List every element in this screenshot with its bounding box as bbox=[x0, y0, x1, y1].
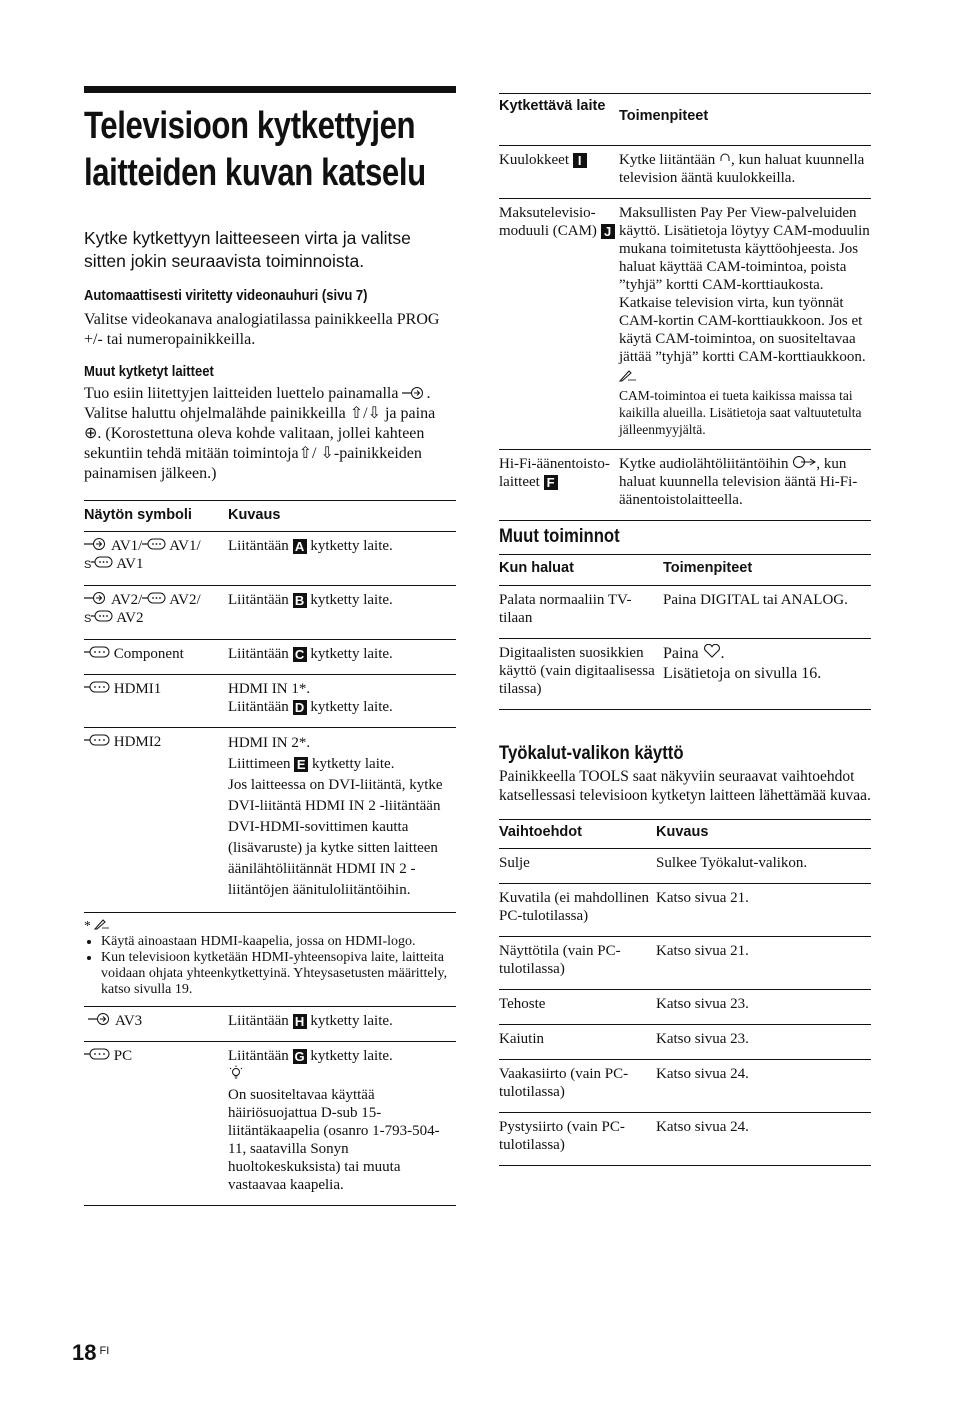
other-devices-text: Tuo esiin liitettyjen laitteiden luettelo painamalla . Valitse haluttu ohjelmalähde painikkeilla ⇧/⇩ ja paina ⊕. (Korostettuna oleva kohde valitaan, jollei kahteen sekuntiin tehdä mitään toimintoja⇧/ ⇩-painikkeiden painamisen jälkeen.) bbox=[84, 385, 436, 482]
col-header-actions: Toimenpiteet bbox=[619, 108, 709, 124]
table-row: AV2/ AV2/ S AV2 Liitäntään B kytketty laite. bbox=[84, 586, 456, 640]
pc-input-icon bbox=[84, 1048, 110, 1064]
input-icon bbox=[402, 387, 426, 399]
intro-text: Kytke kytkettyyn laitteeseen virta ja valitse sitten jokin seuraavista toiminnoista. bbox=[84, 228, 411, 271]
rgb-input-icon bbox=[142, 538, 166, 554]
table-row: PC Liitäntään G kytketty laite. On suositeltavaa käyttää häiriösuojattua D-sub 15-liitäntäkaapelia (osanro 1-793-504-11, saatavilla Sonyn huoltokeskuksista) tai muuta vastaavaa kaapelia. bbox=[84, 1042, 456, 1206]
table-row: Vaakasiirto (vain PC-tulotilassa) Katso sivua 24. bbox=[499, 1060, 871, 1113]
note-pen-icon bbox=[619, 369, 871, 387]
connector-label-e: E bbox=[294, 757, 308, 772]
other-functions-table bbox=[499, 554, 871, 710]
page-title: Televisioon kytkettyjen laitteiden kuvan katselu bbox=[84, 105, 426, 194]
s-video-icon: S bbox=[84, 556, 113, 572]
left-column bbox=[84, 86, 456, 1206]
page-number: 18 $^{FI}$ bbox=[72, 1340, 110, 1365]
table-row: Kuvatila (ei mahdollinen PC-tulotilassa) Katso sivua 21. bbox=[499, 884, 871, 937]
table-row: Digitaalisten suosikkien käyttö (vain digitaalisessa tilassa) Paina . Lisätietoja on sivulla 16. bbox=[499, 645, 822, 697]
hdmi-input-icon bbox=[84, 734, 110, 750]
vcr-heading: Automaattisesti viritetty videonauhuri (sivu 7) bbox=[84, 288, 368, 304]
table-row: HDMI2 HDMI IN 2*. Liittimeen E kytketty laite. Jos laitteessa on DVI-liitäntä, kytke DVI-liitäntä HDMI IN 2 -liitäntään DVI-HDMI-sovittimen kautta (lisävaruste) ja kytke sitten laitteen äänilähtöliitännät HDMI IN 2 -liitäntöjen äänituloliitäntöihin. bbox=[84, 728, 456, 913]
input-icon bbox=[88, 1013, 112, 1029]
col-header-symbol: Näytön symboli bbox=[84, 507, 192, 523]
s-video-icon: S bbox=[84, 610, 113, 626]
down-arrow-icon: ⇩ bbox=[320, 445, 334, 462]
table-row: Sulje Sulkee Työkalut-valikon. bbox=[499, 849, 871, 884]
table-row: Palata normaaliin TV-tilaan Paina DIGITAL tai ANALOG. bbox=[499, 586, 871, 639]
connector-label-c: C bbox=[293, 647, 307, 662]
favourite-heart-icon bbox=[703, 645, 721, 662]
input-icon bbox=[84, 592, 108, 608]
audio-out-icon bbox=[792, 456, 816, 472]
table-row: Component Liitäntään C kytketty laite. bbox=[84, 640, 456, 675]
devices-table bbox=[499, 93, 871, 521]
table-row: Kaiutin Katso sivua 23. bbox=[499, 1025, 871, 1060]
tools-menu-heading: Työkalut-valikon käyttö bbox=[499, 743, 684, 764]
up-arrow-icon: ⇧ bbox=[349, 405, 364, 422]
other-functions-heading: Muut toiminnot bbox=[499, 526, 620, 547]
col-header-device: Kytkettävä laite bbox=[499, 98, 606, 114]
connector-label-f: F bbox=[544, 475, 558, 490]
headphones-icon bbox=[719, 152, 731, 168]
title-rule bbox=[84, 86, 456, 93]
col-header-description: Kuvaus bbox=[228, 507, 281, 523]
connector-label-d: D bbox=[293, 700, 307, 715]
col-header-want: Kun haluat bbox=[499, 560, 574, 576]
list-item: • Kun televisioon kytketään HDMI-yhteensopiva laite, laitteita voidaan ohjata yhteenkytkettyinä. Yhteysasetusten määrittely, katso sivulla 19. bbox=[101, 950, 456, 998]
up-arrow-icon: ⇧ bbox=[298, 445, 313, 462]
connector-label-j: J bbox=[601, 224, 615, 239]
input-icon bbox=[84, 538, 108, 554]
connector-label-g: G bbox=[294, 1049, 305, 1064]
component-input-icon bbox=[84, 646, 110, 662]
symbols-table bbox=[84, 500, 456, 1206]
down-arrow-icon: ⇩ bbox=[367, 405, 381, 422]
table-row: Tehoste Katso sivua 23. bbox=[499, 990, 871, 1025]
rgb-input-icon bbox=[142, 592, 166, 608]
connector-label-b: B bbox=[293, 593, 307, 608]
table-row: Pystysiirto (vain PC-tulotilassa) Katso sivua 24. bbox=[499, 1119, 749, 1153]
ok-button-icon: ⊕ bbox=[84, 425, 98, 442]
connector-label-i: I bbox=[573, 153, 587, 168]
table-row: HDMI1 HDMI IN 1*. Liitäntään D kytketty laite. bbox=[84, 675, 456, 728]
table-row: Näyttötila (vain PC-tulotilassa) Katso sivua 21. bbox=[499, 937, 871, 990]
connector-label-a: A bbox=[293, 539, 307, 554]
vcr-text: Valitse videokanava analogiatilassa painikkeella PROG +/- tai numeropainikkeilla. bbox=[84, 311, 440, 348]
hdmi-notes-row: * • Käytä ainoastaan HDMI-kaapelia, jossa on HDMI-logo. • Kun televisioon kytketään HDMI-yhteensopiva laite, laitteita voidaan ohjata yhteenkytkettyinä. Yhteysasetusten määrittely, katso sivulla 19. bbox=[84, 913, 456, 1007]
tools-options-table bbox=[499, 819, 871, 1166]
table-row: Kuulokkeet I Kytke liitäntään , kun haluat kuunnella television ääntä kuulokkeilla. bbox=[499, 146, 871, 199]
hdmi-input-icon bbox=[84, 681, 110, 697]
col-header-actions: Toimenpiteet bbox=[663, 560, 753, 576]
table-row: AV3 Liitäntään H kytketty laite. bbox=[84, 1007, 456, 1042]
tools-menu-text: Painikkeella TOOLS saat näkyviin seuraavat vaihtoehdot katsellessasi televisioon kytketyn laitteen lähettämää kuvaa. bbox=[499, 768, 871, 804]
right-column bbox=[499, 93, 871, 1166]
note-pen-icon bbox=[94, 918, 110, 933]
col-header-options: Vaihtoehdot bbox=[499, 824, 582, 840]
list-item: • Käytä ainoastaan HDMI-kaapelia, jossa on HDMI-logo. bbox=[101, 934, 456, 950]
table-row: AV1/ AV1/ S AV1 Liitäntään A kytketty laite. bbox=[84, 532, 456, 586]
other-devices-heading: Muut kytketyt laitteet bbox=[84, 364, 214, 380]
table-row: Maksutelevisio-moduuli (CAM) J Maksullisten Pay Per View-palveluiden käyttö. Lisätietoja löytyy CAM-moduulin mukana toimitetusta käyttöohjeesta. Jos haluat käyttää CAM-toimintoa, poista ”tyhjä” kortti CAM-korttiaukosta. Katkaise television virta, kun työnnät CAM-kortin CAM-korttiaukkoon. Jos et käytä CAM-toimintoa, on suositeltavaa jättää ”tyhjä” kortti CAM-korttiaukkoon. CAM-toimintoa ei tueta kaikissa maissa tai kaikilla alueilla. Lisätietoja saat valtuutetulta jälleenmyyjältä. bbox=[499, 199, 871, 450]
connector-label-h: H bbox=[293, 1014, 307, 1029]
table-row: Hi-Fi-äänentoisto-laitteet F Kytke audiolähtöliitäntöihin , kun haluat kuunnella television ääntä Hi-Fi-äänentoistolaitteella. bbox=[499, 456, 858, 508]
col-header-description: Kuvaus bbox=[656, 824, 709, 840]
hint-bulb-icon bbox=[228, 1065, 456, 1086]
